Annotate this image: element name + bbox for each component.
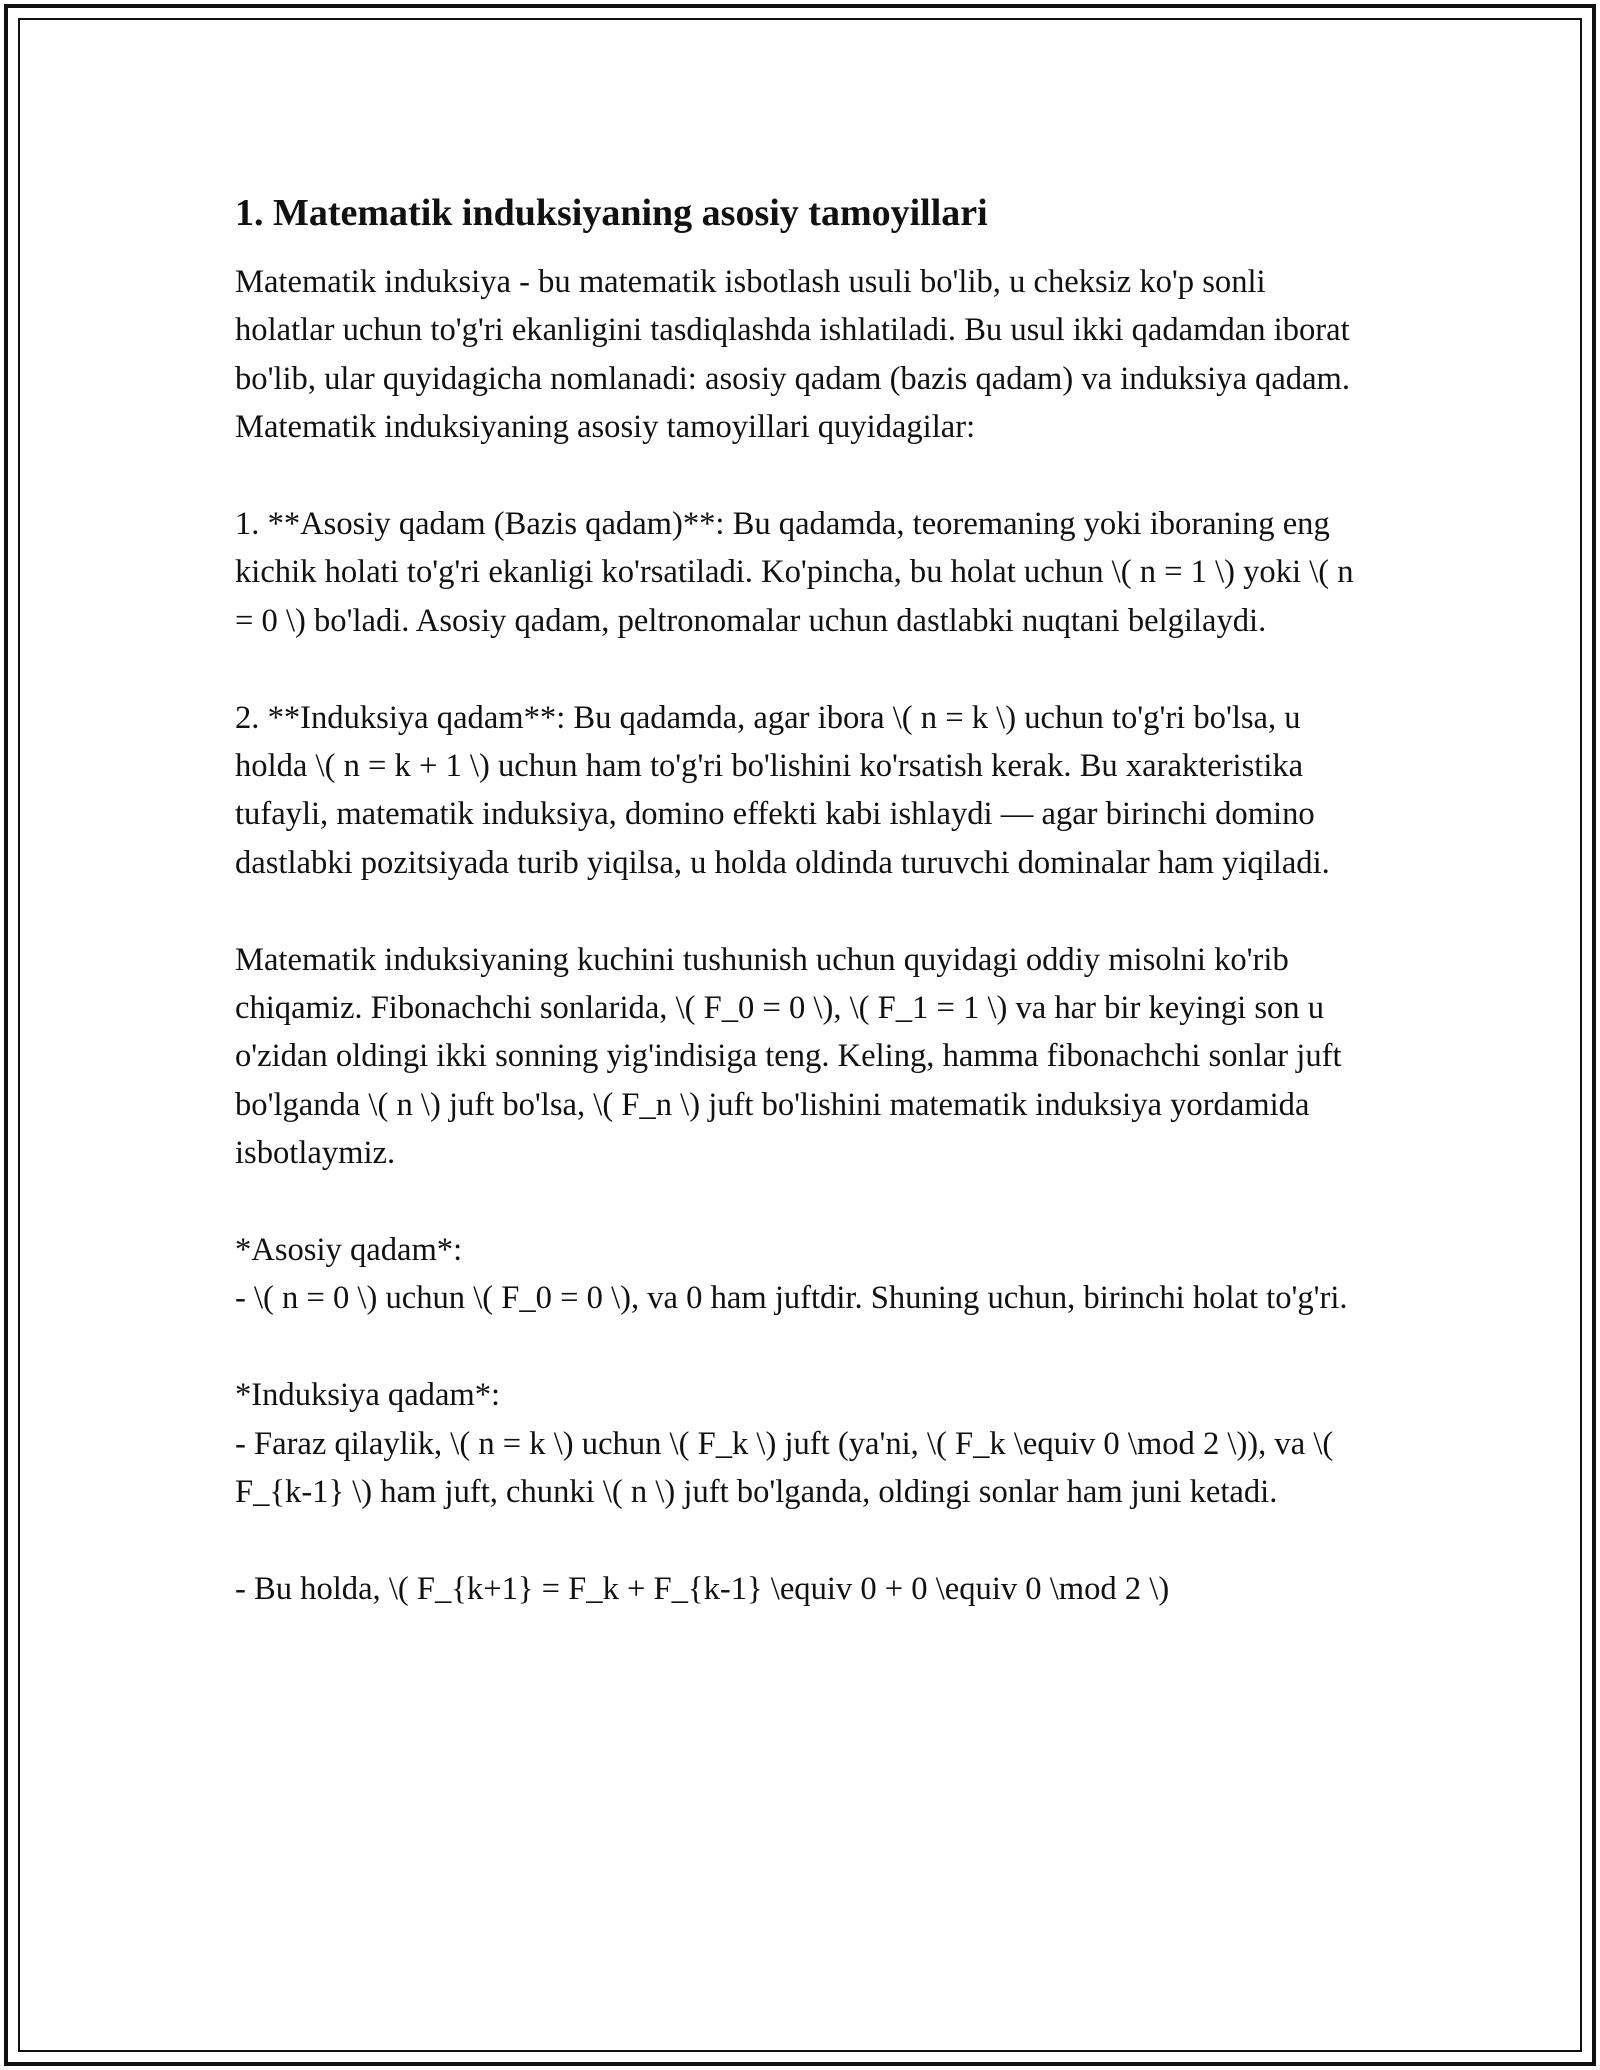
- paragraph-gap: [235, 1178, 1370, 1226]
- paragraph-gap: [235, 887, 1370, 935]
- induction-step-item-2: - Bu holda, \( F_{k+1} = F_k + F_{k-1} \equiv 0 + 0 \equiv 0 \mod 2 \): [235, 1570, 1170, 1607]
- fibonacci-example-paragraph: Matematik induksiyaning kuchini tushunish uchun quyidagi oddiy misolni ko'rib chiqamiz. Fibonachchi sonlarida, \( F_0 = 0 \), \( F_1 = 1 \) va har bir keyingi son u o'zidan oldingi ikki sonning yig'indisiga teng. Keling, hamma fibonachchi sonlar juft bo'lganda \( n \) juft bo'lsa, \( F_n \) juft bo'lishini matematik induksiya yordamida isbotlaymiz.: [235, 941, 1342, 1172]
- induction-step-item-1: - Faraz qilaylik, \( n = k \) uchun \( F_k \) juft (ya'ni, \( F_k \equiv 0 \mod 2 \)), va \( F_{k-1} \) ham juft, chunki \( n \) juft bo'lganda, oldingi sonlar ham juni ketadi.: [235, 1425, 1334, 1511]
- document-body: [235, 188, 1370, 1613]
- principle-induction-step: 2. **Induksiya qadam**: Bu qadamda, agar ibora \( n = k \) uchun to'g'ri bo'lsa, u holda \( n = k + 1 \) uchun ham to'g'ri bo'lishini ko'rsatish kerak. Bu xarakteristika tufayli, matematik induksiya, domino effekti kabi ishlaydi — agar birinchi domino dastlabki pozitsiyada turib yiqilsa, u holda oldinda turuvchi dominalar ham yiqiladi.: [235, 699, 1330, 881]
- document-title: 1. Matematik induksiyaning asosiy tamoyillari: [235, 192, 988, 234]
- base-step-heading: *Asosiy qadam*:: [235, 1232, 463, 1269]
- intro-paragraph: Matematik induksiya - bu matematik isbotlash usuli bo'lib, u cheksiz ko'p sonli holatlar uchun to'g'ri ekanligini tasdiqlashda ishlatiladi. Bu usul ikki qadamdan iborat bo'lib, ular quyidagicha nomlanadi: asosiy qadam (bazis qadam) va induksiya qadam. Matematik induksiyaning asosiy tamoyillari quyidagilar:: [235, 264, 1351, 446]
- paragraph-gap: [235, 645, 1370, 693]
- paragraph-gap: [235, 1516, 1370, 1564]
- paragraph-gap: [235, 452, 1370, 500]
- principle-base-step: 1. **Asosiy qadam (Bazis qadam)**: Bu qadamda, teoremaning yoki iboraning eng kichik holati to'g'ri ekanligi ko'rsatiladi. Ko'pincha, bu holat uchun \( n = 1 \) yoki \( n = 0 \) bo'ladi. Asosiy qadam, peltronomalar uchun dastlabki nuqtani belgilaydi.: [235, 506, 1354, 639]
- base-step-item: - \( n = 0 \) uchun \( F_0 = 0 \), va 0 ham juftdir. Shuning uchun, birinchi holat to'g'ri.: [235, 1280, 1348, 1317]
- induction-step-heading: *Induksiya qadam*:: [235, 1377, 501, 1414]
- paragraph-gap: [235, 1323, 1370, 1371]
